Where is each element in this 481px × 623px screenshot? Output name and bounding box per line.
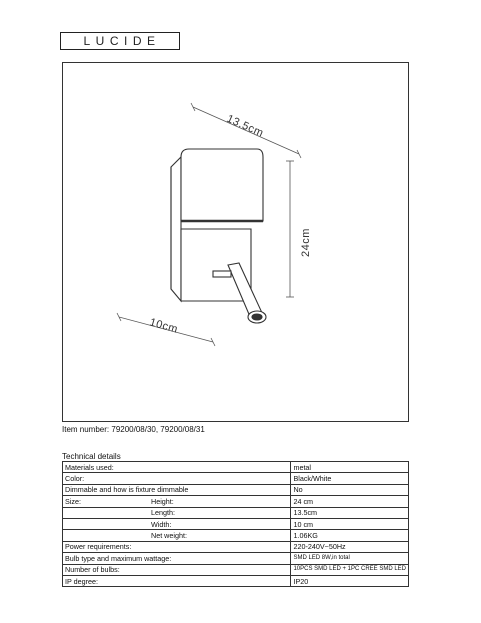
row-value: 1.06KG: [291, 530, 409, 541]
row-value: 13.5cm: [291, 507, 409, 518]
height-dimension-label: 24cm: [300, 228, 312, 257]
brand-logo-text: LUCIDE: [83, 34, 161, 48]
table-row: [63, 518, 409, 529]
size-sub-label: Length:: [63, 507, 291, 518]
table-row: [63, 530, 409, 541]
row-label: Power requirements:: [63, 541, 291, 552]
product-line-drawing: [63, 63, 410, 423]
width-dimension-label: 13.5cm: [224, 112, 266, 140]
table-row: [63, 575, 409, 586]
table-row: [63, 507, 409, 518]
table-row: [63, 564, 409, 575]
size-sub-label: Width:: [63, 518, 291, 529]
size-sub-label: Height:: [151, 497, 174, 507]
row-label: Number of bulbs:: [63, 564, 291, 575]
row-value: 10PCS SMD LED + 1PC CREE SMD LED: [291, 564, 409, 575]
row-value: IP20: [291, 575, 409, 586]
size-label: Size:: [65, 497, 81, 507]
row-label: Bulb type and maximum wattage:: [63, 553, 291, 564]
table-row: [63, 541, 409, 552]
row-label: Color:: [63, 473, 291, 484]
table-row: [63, 553, 409, 564]
table-row: [63, 484, 409, 495]
depth-dimension-label: 10cm: [148, 316, 180, 336]
row-label: [63, 496, 291, 507]
table-row: [63, 473, 409, 484]
row-label: IP degree:: [63, 575, 291, 586]
item-number-value: 79200/08/30, 79200/08/31: [111, 425, 205, 434]
row-label: Materials used:: [63, 462, 291, 473]
row-value: 24 cm: [291, 496, 409, 507]
technical-details-title: Technical details: [62, 452, 121, 461]
row-label: Dimmable and how is fixture dimmable: [63, 484, 291, 495]
row-value: 220-240V~50Hz: [291, 541, 409, 552]
wall-lamp-outline: [171, 149, 266, 323]
row-value: Black/White: [291, 473, 409, 484]
item-number-line: [62, 425, 205, 434]
technical-details-table: [62, 461, 409, 587]
row-value: No: [291, 484, 409, 495]
table-row: [63, 462, 409, 473]
row-value: 10 cm: [291, 518, 409, 529]
brand-logo: [60, 32, 180, 50]
product-drawing-frame: [62, 62, 409, 422]
item-number-label: Item number:: [62, 425, 110, 434]
row-value: metal: [291, 462, 409, 473]
table-row: [63, 496, 409, 507]
row-value: SMD LED 8W,in total: [291, 553, 409, 564]
size-sub-label: Net weight:: [63, 530, 291, 541]
